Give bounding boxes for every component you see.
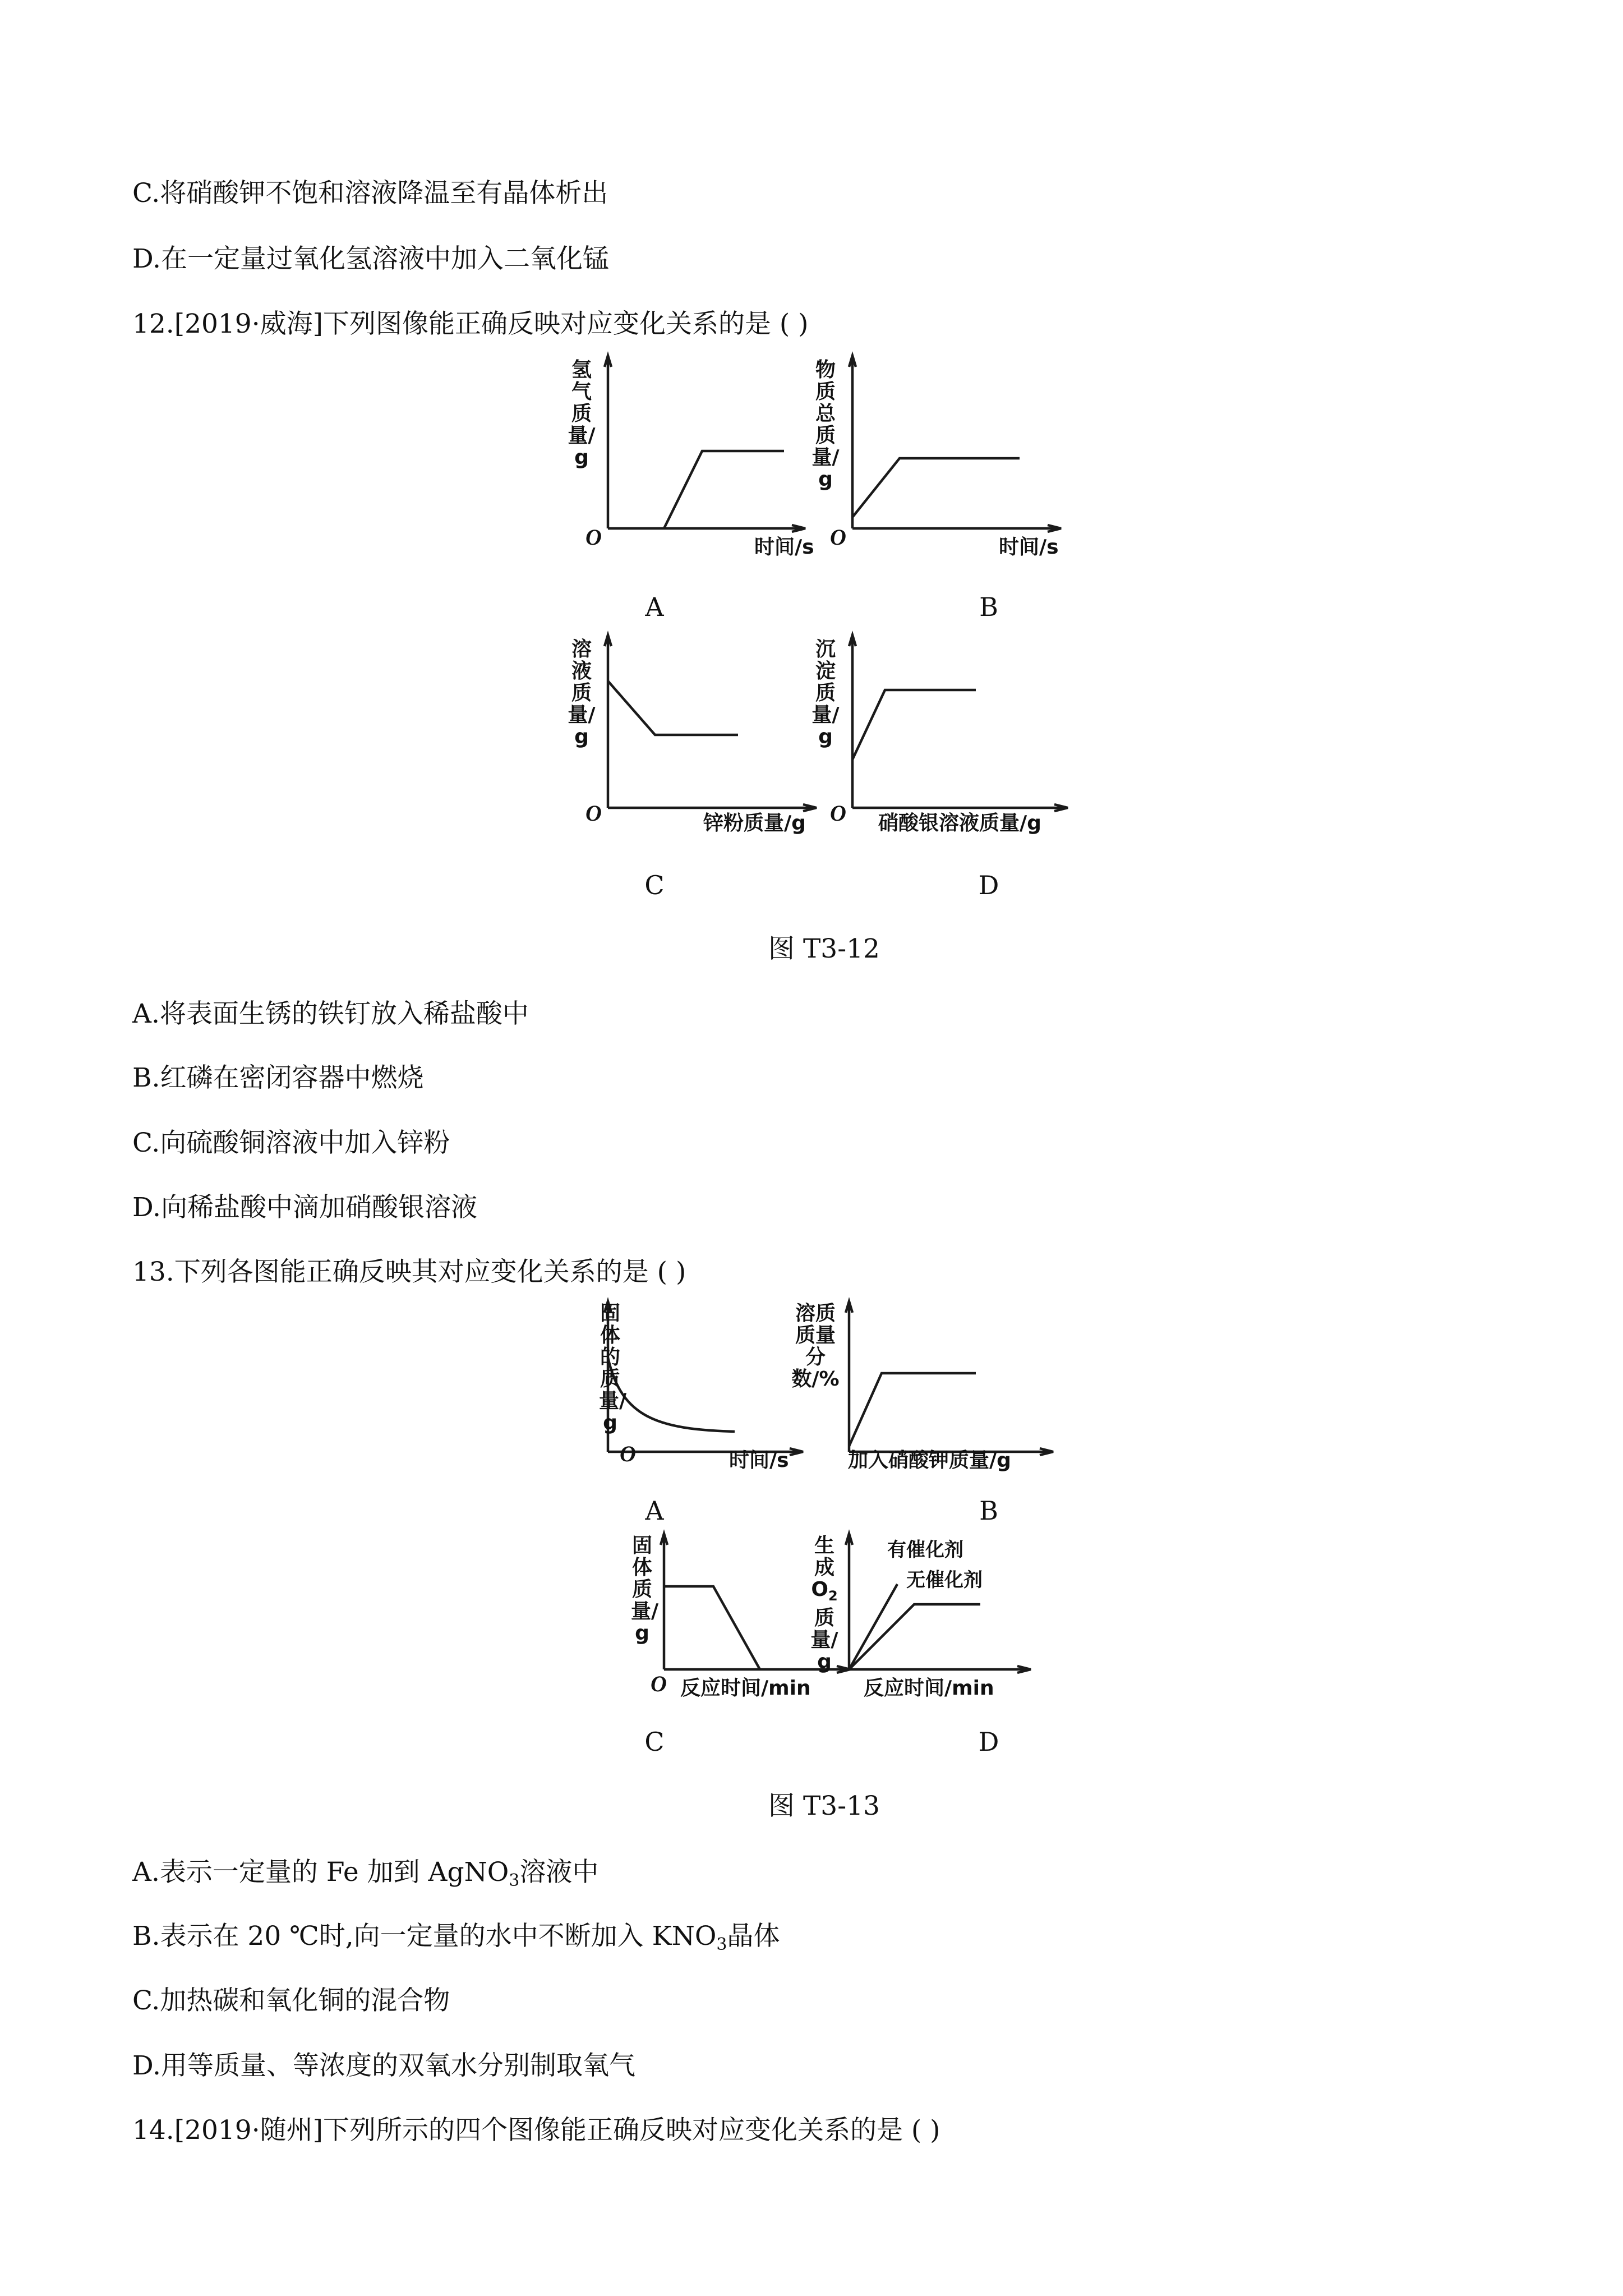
- fig12-d-xlabel: 硝酸银溶液质量/g: [878, 812, 1041, 835]
- fig13-d-ylabel: [810, 1535, 838, 1673]
- fig12-d-ylabel: 沉淀质量/g: [811, 638, 840, 748]
- fig13-c-origin: O: [651, 1671, 667, 1696]
- fig13-d-ylabel-sub: 2: [828, 1588, 838, 1604]
- fig13-curve-b: [849, 1373, 976, 1446]
- fig13-d-ylabel-post: 质量/g: [810, 1607, 838, 1674]
- fig12-c-letter: C: [644, 870, 665, 900]
- q13-option-c: C.加热碳和氧化铜的混合物: [132, 1985, 450, 2016]
- q12-option-b: B.红磷在密闭容器中燃烧: [132, 1062, 424, 1093]
- fig12-c-origin: O: [585, 800, 602, 826]
- question-14: 14.[2019·随州]下列所示的四个图像能正确反映对应变化关系的是 ( ): [132, 2115, 940, 2146]
- fig12-graph-b: [839, 353, 1063, 544]
- fig13-d-legend-catalyst: 有催化剂: [887, 1539, 963, 1561]
- fig13-a-xlabel: 时间/s: [729, 1449, 789, 1472]
- question-12: 12.[2019·威海]下列图像能正确反映对应变化关系的是 ( ): [132, 309, 809, 339]
- fig12-c-xlabel: 锌粉质量/g: [703, 812, 806, 835]
- fig13-d-xlabel: 反应时间/min: [864, 1677, 994, 1700]
- fig12-b-letter: B: [979, 592, 998, 622]
- figure-12-caption: 图 T3-12: [768, 933, 880, 964]
- q13-option-b-sub: 3: [716, 1935, 727, 1954]
- fig12-a-letter: A: [645, 592, 664, 622]
- fig12-a-origin: O: [585, 524, 602, 550]
- q13-option-a-post: 溶液中: [519, 1857, 599, 1888]
- fig13-curve-a: [608, 1358, 735, 1432]
- q13-option-b: [132, 1920, 780, 1953]
- fig13-curve-c: [664, 1586, 760, 1669]
- fig12-c-ylabel: 溶液质量/g: [568, 638, 596, 748]
- fig12-d-origin: O: [830, 800, 846, 826]
- q12-option-a: A.将表面生锈的铁钉放入稀盐酸中: [132, 999, 529, 1029]
- fig12-graph-a: [594, 353, 808, 544]
- fig13-b-letter: B: [979, 1496, 998, 1526]
- fig12-graph-d: [839, 633, 1075, 823]
- fig12-curve-b: [852, 458, 1020, 517]
- option-d-previous: D.在一定量过氧化氢溶液中加入二氧化锰: [132, 243, 609, 274]
- fig12-graph-c: [594, 633, 819, 823]
- fig12-b-origin: O: [830, 524, 846, 550]
- fig12-b-ylabel: 物质总质量/g: [811, 358, 840, 491]
- q13-option-a: [132, 1856, 598, 1889]
- fig13-b-xlabel: 加入硝酸钾质量/g: [848, 1449, 1011, 1472]
- fig13-c-letter: C: [644, 1727, 665, 1757]
- fig13-a-origin: O: [620, 1441, 636, 1466]
- fig13-d-legend-no-catalyst: 无催化剂: [906, 1569, 983, 1591]
- q13-option-b-pre: B.表示在 20 ℃时,向一定量的水中不断加入 KNO: [132, 1921, 717, 1952]
- figure-13-caption: 图 T3-13: [768, 1791, 880, 1821]
- fig12-a-ylabel: 氢气质量/g: [568, 358, 596, 469]
- fig12-d-letter: D: [978, 870, 999, 900]
- fig13-b-ylabel: 溶质质量分数/%: [791, 1302, 840, 1391]
- fig13-c-ylabel: 固体质量/g: [631, 1534, 659, 1645]
- q12-option-c: C.向硫酸铜溶液中加入锌粉: [132, 1128, 450, 1158]
- fig13-a-letter: A: [645, 1496, 664, 1526]
- fig12-b-xlabel: 时间/s: [999, 536, 1059, 559]
- fig12-curve-a: [664, 451, 784, 528]
- fig12-a-xlabel: 时间/s: [754, 536, 814, 559]
- fig13-a-ylabel: 固体的质量/g: [599, 1302, 627, 1434]
- q13-option-a-pre: A.表示一定量的 Fe 加到 AgNO: [132, 1857, 509, 1888]
- question-13: 13.下列各图能正确反映其对应变化关系的是 ( ): [132, 1257, 686, 1287]
- q13-option-b-post: 晶体: [727, 1921, 780, 1952]
- fig12-curve-d: [852, 690, 976, 760]
- fig13-d-ylabel-pre: 生成O: [811, 1534, 834, 1601]
- fig13-d-letter: D: [978, 1727, 999, 1757]
- q13-option-d: D.用等质量、等浓度的双氧水分别制取氧气: [132, 2050, 635, 2081]
- q12-option-d: D.向稀盐酸中滴加硝酸银溶液: [132, 1192, 477, 1223]
- option-c-previous: C.将硝酸钾不饱和溶液降温至有晶体析出: [132, 178, 608, 209]
- fig12-curve-c: [608, 681, 738, 735]
- q13-option-a-sub: 3: [509, 1871, 520, 1890]
- fig13-graph-b: [836, 1299, 1060, 1467]
- fig13-c-xlabel: 反应时间/min: [680, 1677, 811, 1700]
